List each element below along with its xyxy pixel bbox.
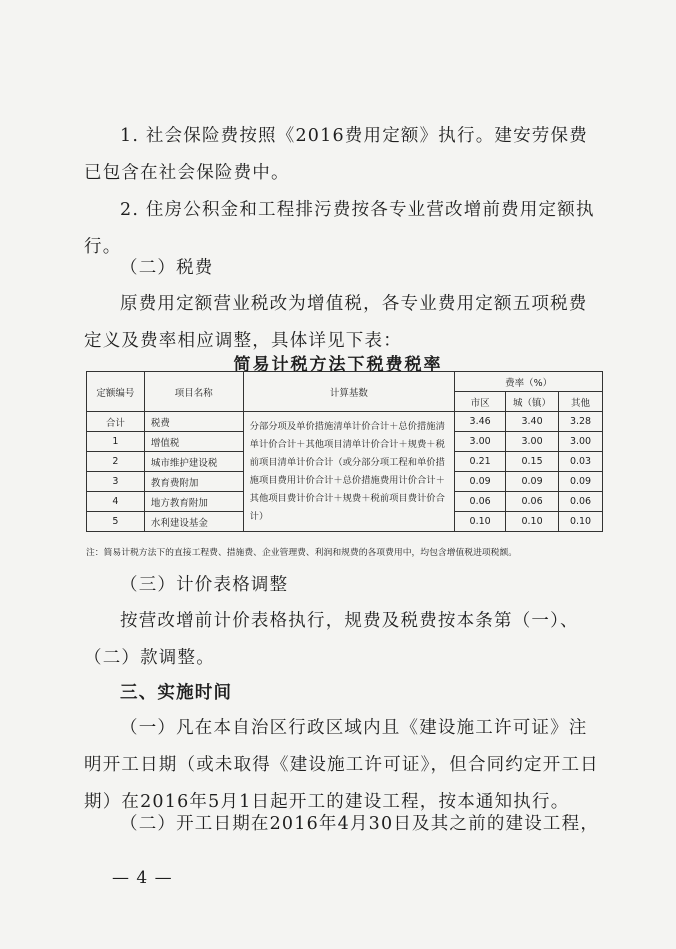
- cell-item: 地方教育附加: [144, 492, 243, 512]
- cell-urban: 3.00: [455, 432, 506, 452]
- cell-town: 3.40: [506, 412, 559, 432]
- cell-code: 1: [87, 432, 145, 452]
- cell-urban: 3.46: [455, 412, 506, 432]
- paragraph-implementation-1: （一）凡在本自治区行政区域内且《建设施工许可证》注明开工日期（或未取得《建设施工许可证》，但合同约定开工日期）在2016年5月1日起开工的建设工程，按本通知执行。: [84, 718, 599, 812]
- table-note: 注：简易计税方法下的直接工程费、措施费、企业管理费、利润和规费的各项费用中，均包含增值税进项税额。: [86, 548, 518, 558]
- cell-item: 增值税: [144, 432, 243, 452]
- cell-item: 水利建设基金: [144, 512, 243, 532]
- cell-town: 3.00: [506, 432, 559, 452]
- cell-other: 3.28: [559, 412, 603, 432]
- cell-town: 0.09: [506, 472, 559, 492]
- heading-tax-fees: （二）税费: [120, 258, 214, 278]
- cell-other: 3.00: [559, 432, 603, 452]
- header-code: 定额编号: [87, 372, 145, 412]
- cell-town: 0.06: [506, 492, 559, 512]
- cell-item: 教育费附加: [144, 472, 243, 492]
- cell-town: 0.15: [506, 452, 559, 472]
- paragraph-housing-fund: 2. 住房公积金和工程排污费按各专业营改增前费用定额执行。: [84, 200, 595, 257]
- cell-urban: 0.10: [455, 512, 506, 532]
- cell-urban: 0.09: [455, 472, 506, 492]
- cell-code: 5: [87, 512, 145, 532]
- cell-code: 4: [87, 492, 145, 512]
- cell-urban: 0.21: [455, 452, 506, 472]
- header-item: 项目名称: [144, 372, 243, 412]
- table-row: [87, 412, 603, 432]
- header-basis: 计算基数: [243, 372, 455, 412]
- paragraph-social-insurance: 1. 社会保险费按照《2016费用定额》执行。建安劳保费已包含在社会保险费中。: [84, 126, 588, 183]
- cell-other: 0.09: [559, 472, 603, 492]
- cell-urban: 0.06: [455, 492, 506, 512]
- heading-pricing-tables: （三）计价表格调整: [120, 575, 289, 595]
- table-title: 简易计税方法下税费税率: [233, 355, 443, 375]
- cell-item: 城市维护建设税: [144, 452, 243, 472]
- header-rate: 费率（%）: [455, 372, 603, 392]
- cell-code: 2: [87, 452, 145, 472]
- paragraph-tax-intro: 原费用定额营业税改为增值税，各专业费用定额五项税费定义及费率相应调整，具体详见下表：: [84, 294, 588, 351]
- tax-rate-table: [86, 371, 603, 532]
- header-urban: 市区: [455, 392, 506, 412]
- paragraph-pricing-tables: 按营改增前计价表格执行，规费及税费按本条第（一）、（二）款调整。: [84, 611, 579, 668]
- cell-other: 0.06: [559, 492, 603, 512]
- cell-other: 0.10: [559, 512, 603, 532]
- cell-town: 0.10: [506, 512, 559, 532]
- header-town: 城（镇）: [506, 392, 559, 412]
- cell-code: 3: [87, 472, 145, 492]
- paragraph-implementation-2: （二）开工日期在2016年4月30日及其之前的建设工程，: [120, 814, 600, 834]
- page-number: — 4 —: [112, 868, 173, 888]
- cell-basis: 分部分项及单价措施清单计价合计＋总价措施清单计价合计＋其他项目清单计价合计＋规费＋税前项目清单计价合计（或分部分项工程和单价措施项目费用计价合计＋总价措施费用计价合计＋其他项目费计价合计＋规费＋税前项目费计价合计）: [243, 412, 455, 532]
- cell-item: 税费: [144, 412, 243, 432]
- cell-code: 合计: [87, 412, 145, 432]
- heading-implementation: 三、实施时间: [120, 683, 233, 703]
- cell-other: 0.03: [559, 452, 603, 472]
- header-other: 其他: [559, 392, 603, 412]
